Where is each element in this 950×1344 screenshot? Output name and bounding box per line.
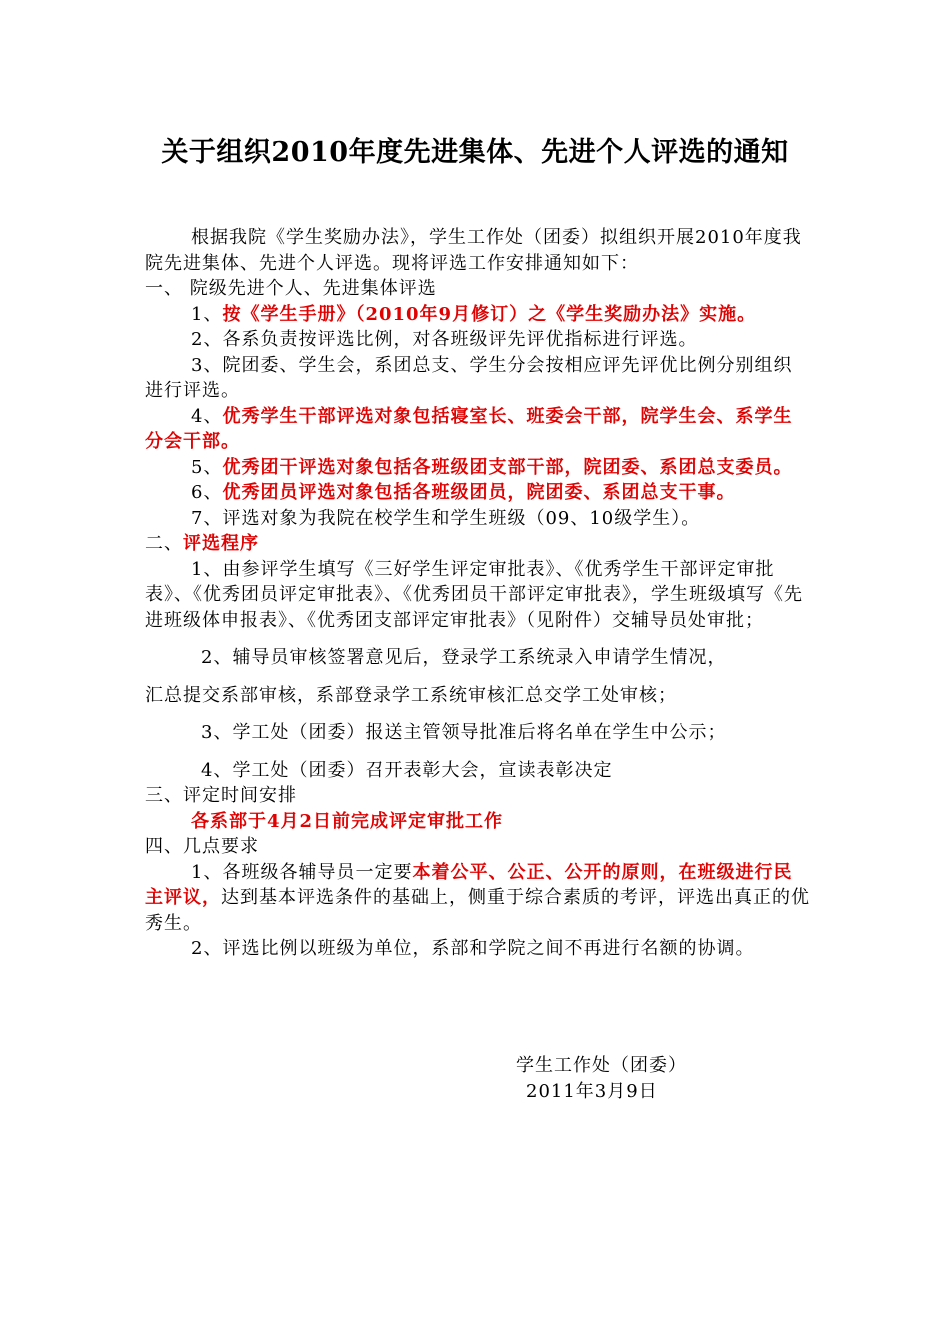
- section2-item2b: 汇总提交系部审核，系部登录学工系统审核汇总交学工处审核；: [145, 684, 677, 706]
- section2-item2a: 2、辅导员审核签署意见后，登录学工系统录入申请学生情况，: [201, 647, 727, 668]
- section1-item1: [145, 302, 810, 328]
- signature-date: 2011年3月9日: [526, 1081, 658, 1102]
- item-number: 6、: [191, 482, 223, 503]
- section2-item1: 1、由参评学生填写《三好学生评定审批表》、《优秀学生干部评定审批表》、《优秀团员评定审批表》、《优秀团员干部评定审批表》，学生班级填写《先进班级体申报表》、《优秀团支部评定审批表》（见附件）交辅导员处审批；: [145, 558, 803, 631]
- section1-item7: 7、评选对象为我院在校学生和学生班级（09、10级学生）。: [191, 507, 701, 529]
- item-number: 4、: [191, 405, 223, 427]
- section1-item6: [145, 480, 810, 506]
- signature-org: 学生工作处（团委）: [516, 1055, 687, 1076]
- emphasis-text: 按《学生手册》（2010年9月修订）之《学生奖励办法》实施。: [222, 303, 757, 325]
- intro-paragraph: 根据我院《学生奖励办法》，学生工作处（团委）拟组织开展2010年度我院先进集体、先进个人评选。现将评选工作安排通知如下：: [145, 227, 802, 274]
- section1-item2: 2、各系负责按评选比例，对各班级评先评优指标进行评选。: [191, 329, 698, 350]
- plain-text: 1、各班级各辅导员一定要: [191, 861, 413, 883]
- section3-heading: 三、评定时间安排: [145, 785, 297, 806]
- section4-item1: [145, 860, 810, 937]
- emphasis-text: 优秀团员评选对象包括各班级团员，院团委、系团总支干事。: [222, 482, 736, 503]
- section1-item4: [145, 404, 810, 455]
- section4-heading: 四、几点要求: [145, 836, 259, 857]
- section1-item3: 3、院团委、学生会，系团总支、学生分会按相应评先评优比例分别组织进行评选。: [145, 354, 793, 401]
- section1-item5: [145, 455, 810, 481]
- emphasis-text: 优秀学生干部评选对象包括寝室长、班委会干部，院学生会、系学生分会干部。: [145, 405, 793, 452]
- section1-heading: 一、 院级先进个人、先进集体评选: [145, 278, 437, 299]
- heading-emphasis: 评选程序: [183, 533, 259, 554]
- emphasis-text: 本着公平、公正、公开的原则，在班级进行民主评议，: [145, 861, 793, 908]
- section2-item4: 4、学工处（团委）召开表彰大会，宣读表彰决定: [201, 759, 613, 781]
- emphasis-text: 优秀团干评选对象包括各班级团支部干部，院团委、系团总支委员。: [222, 456, 793, 478]
- item-number: 1、: [191, 303, 223, 325]
- section2-heading: [145, 531, 810, 557]
- document-title: 关于组织2010年度先进集体、先进个人评选的通知: [161, 137, 789, 168]
- document-body: [145, 225, 810, 962]
- heading-prefix: 二、: [145, 533, 183, 554]
- section3-text: 各系部于4月2日前完成评定审批工作: [191, 810, 504, 832]
- section2-item3: 3、学工处（团委）报送主管领导批准后将名单在学生中公示；: [201, 722, 727, 743]
- section4-item2: 2、评选比例以班级为单位，系部和学院之间不再进行名额的协调。: [191, 938, 755, 959]
- plain-text: 达到基本评选条件的基础上，侧重于综合素质的考评，评选出真正的优秀生。: [145, 887, 810, 934]
- signature-block: [516, 1053, 687, 1105]
- item-number: 5、: [191, 456, 223, 478]
